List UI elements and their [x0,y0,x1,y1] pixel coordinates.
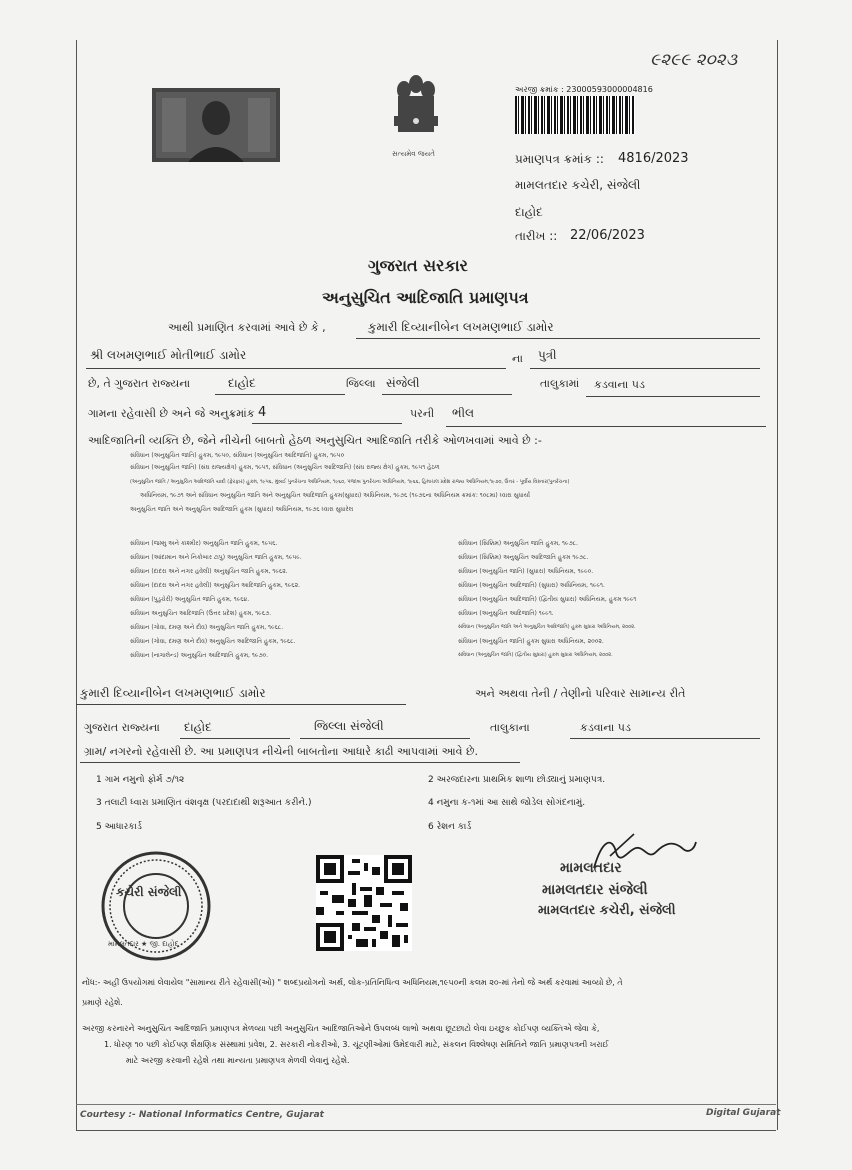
footer-courtesy: Courtesy :- National Informatics Centre, Gujarat [80,1110,324,1120]
document-item: 5 આધારકાર્ડ [96,822,142,832]
cert-date-label: તારીખ :: [515,229,558,243]
order-right: સંવિધાન (અનુસુચિત જાતિ) (દ્વિતીય સુધારા) હુકમ સુધારા અધિનિયમ, ૨૦૦૨. [458,652,613,658]
order-line: અધિનિયમ, ૧૯૭૧ અને સંવિધાન અનુસુચિત જાતિ અને અનુસુચિત આદિજાતિ હુકમ(સુધારા) અધિનિયમ, ૧૯૭૬ (૧૯૭૬ના અધિનિયમ ક્રમાંક: ૧૦૮મા) ધ્વારા સુધાર્યા [140,492,530,499]
na-label: ના [512,352,523,365]
order-left: સંવિધાન (જમ્મુ અને કાશ્મીર) અનુસુચિત જાતિ હુકમ, ૧૯૫૬. [130,540,278,547]
national-emblem-icon [384,70,448,150]
order-left: સંવિધાન (પુડુચેરી) અનુસુચિત જાતિ હુકમ, ૧૯૬૪. [130,596,250,603]
footer-brand: Digital Gujarat [706,1108,781,1118]
order-line: સંવિધાન (અનુસુચિત જાતિ) હુકમ, ૧૯૫૦, સંવિધાન (અનુસુચિત આદિજાતિ) હુકમ, ૧૯૫૦ [130,452,345,459]
order-left: સંવિધાન (ગોવા, દમણ અને દીવ) અનુસુચિત આદિજાતિ હુકમ, ૧૯૬૮. [130,638,296,645]
application-number: અરજી ક્રમાંક : 23000593000004816 [515,85,653,94]
order-right: સંવિધાન (અનુસુચિત આદિજાતિ) ૧૯૯૧. [458,610,554,617]
village-value: કડવાના પડ [594,378,645,391]
tribe-text: આદિજાતિની વ્યક્તિ છે, જેને નીચેની બાબતો હેઠળ અનુસુચિત આદિજાતિ તરીકે ઓળખવામાં આવે છે :- [88,434,542,447]
document-item: 3 તલાટી ધ્વારા પ્રમાણિત વંશવૃક્ષ (પરદાદાથી શરૂઆત કરીને.) [96,798,312,808]
district-label: જિલ્લા [346,377,376,390]
family-state-text: ગુજરાત રાજ્યના [84,721,160,734]
order-left: સંવિધાન (ગોવા, દમણ અને દીવ) અનુસુચિત જાતિ હુકમ, ૧૯૬૮. [130,624,284,631]
note-line: 1. ધોરણ ૧૦ પછી કોઈપણ શૈક્ષણિક સંસ્થામાં પ્રવેશ, 2. સરકારી નોકરીઓ, 3. ચૂંટણીઓમાં ઉમેદવારી માટે, સંકલન વિશ્લેષણ સમિતિને જાતિ પ્રમાણપત્રની ખરાઈ [104,1040,609,1049]
signatory-title-3: મામલતદાર કચેરી, સંજેલી [538,903,676,918]
signatory-title-1: મામલતદાર [560,860,622,876]
village-line [586,396,760,397]
family-taluka-text: જિલ્લા સંજેલી [314,719,384,733]
applicant-name: કુમારી દિવ્યાનીબેન લખમણભાઈ ડામોર [368,320,554,334]
footer-divider [76,1104,776,1105]
family-district-line [180,738,290,739]
issuing-office: મામલતદાર કચેરી, સંજેલી [515,178,641,192]
note-line: નોંધ:- અહીં ઉપયોગમાં લેવાયેલ "સામાન્ય રીતે રહેવાસી(ઓ) " શબ્દપ્રયોગનો અર્થ, લોક-પ્રતિનિધિત્વ અધિનિયમ,૧૯૫૦ની કલમ ૨૦-માં તેનો જે અર્થ કરવામાં આવ્યો છે, તે [82,978,623,987]
qr-code-icon [316,855,412,951]
family-resident-line [80,762,520,763]
order-left: સંવિધાન (દાદરા અને નગર હવેલી) અનુસુચિત આદિજાતિ હુકમ, ૧૯૬૨. [130,582,301,589]
order-left: સંવિધાન (નાગાલેન્ડ) અનુસુચિત આદિજાતિ હુકમ, ૧૯૭૦. [130,652,269,659]
sheet-bottom-border [76,1130,776,1131]
father-name: શ્રી લખમણભાઈ મોતીભાઈ ડામોર [90,348,247,362]
order-line: (અનુસુચિત જાતિ / અનુસુચિત આદિજાતિ યાદી (ફેરફાર) હુકમ, ૧૯૫૬, મુંબઈ પુનર્રચના અધિનિયમ, ૧૯૬૦, પંજાબ પુનર્રચના અધિનિયમ, ૧૯૬૬, હિમાચલ પ્રદેશ રાજ્ય અધિનિયમ,૧૯૭૦, ઉત્તર - પૂર્વીય વિસ્તાર(પુનર્રચના) [130,479,570,485]
state-text: છે, તે ગુજરાત રાજ્યના [88,377,191,390]
handwritten-reference: ૯૨૯૯ ૨૦૨૩ [650,50,738,70]
government-heading: ગુજરાત સરકાર [368,256,468,275]
order-left: સંવિધાન (દાદરા અને નગર હવેલી) અનુસુચિત જાતિ હુકમ, ૧૯૬૨. [130,568,288,575]
taluka-label: તાલુકામાં [540,377,580,390]
par-label: પરની [410,407,435,420]
serial-number: 4 [258,405,267,420]
document-item: 2 અરજદારના પ્રાથમિક શાળા છોડ્યાનું પ્રમાણપત્ર. [428,775,606,785]
father-name-line [86,368,506,369]
cert-number: 4816/2023 [618,151,689,166]
family-village-line [570,738,760,739]
relation: પુત્રી [538,348,557,362]
note-line: માટે અરજી કરવાની રહેશે તથા માન્યતા પ્રમાણપત્ર મેળવી લેવાનું રહેશે. [126,1056,350,1065]
family-taluka-line [300,738,470,739]
family-district: દાહોદ [184,720,212,734]
order-right: સંવિધાન (સિક્કિમ) અનુસુચિત આદિજાતિ હુકમ ૧૯૭૮. [458,554,589,561]
resident-text: ગામના રહેવાસી છે અને જે અનુક્રમાંક [88,407,255,420]
note-line: અરજી કરનારને અનુસુચિત આદિજાતિ પ્રમાણપત્ર મેળવ્યા પછી અનુસુચિત આદિજાતિઓને ઉપલબ્ધ લાભો અથવા છૂટછાટો લેવા ઇચ્છુક કોઈપણ વ્યક્તિએ જેવા કે, [82,1024,600,1033]
tribe-line [446,426,766,427]
certificate-title: અનુસુચિત આદિજાતિ પ્રમાણપત્ર [322,288,529,307]
serial-line [252,423,402,424]
document-item: 6 રેશન કાર્ડ [428,822,472,832]
note-line: પ્રમાણે રહેશે. [82,998,123,1007]
family-taluka-label: તાલુકાના [490,721,530,734]
relation-line [530,368,760,369]
signatory-title-2: મામલતદાર સંજેલી [542,882,648,898]
order-right: સંવિધાન (સિક્કિમ) અનુસુચિત જાતિ હુકમ, ૧૯૭૮. [458,540,578,547]
seal-center-text: કચેરી સંજેલી [116,885,182,899]
barcode-icon [515,96,635,134]
family-village: કડવાના પડ [580,721,631,734]
certify-text: આથી પ્રમાણિત કરવામાં આવે છે કે , [168,321,326,334]
order-line: સંવિધાન (અનુસુચિત જાતિ) (સંઘ રાજ્યક્ષેત્ર) હુકમ, ૧૯૫૧, સંવિધાન (અનુસુચિત આદિજાતિ) (સંઘ રાજ્ય ક્ષેત્ર) હુકમ, ૧૯૫૧ હેઠળ [130,464,440,471]
emblem-motto: સત્યમેવ જયતે [392,150,435,158]
district-line [215,394,345,395]
order-right: સંવિધાન (અનુસુચિત જાતિ) હુકમ સુધારા અધિનિયમ, ૨૦૦૨. [458,638,604,645]
issuing-district: દાહોદ [515,205,543,219]
seal-ring-text: મામલતદાર ★ જી. દાહોદ [108,940,179,948]
order-right: સંવિધાન (અનુસુચિત આદિજાતિ) (દ્વિતીય સુધારા) અધિનિયમ, હુકમ ૧૯૯૧ [458,596,637,603]
tribe-name: ભીલ [452,406,475,420]
document-item: 1 ગામ નમુનો ફોર્મ ૭/૧૨ [96,775,185,785]
district-value: દાહોદ [228,376,256,390]
applicant-photo [152,88,280,162]
applicant-name-line [356,338,760,339]
taluka-line [382,394,512,395]
family-text: અને અથવા તેની / તેણીનો પરિવાર સામાન્ય રીતે [475,687,686,700]
cert-date: 22/06/2023 [570,228,645,243]
cert-number-label: પ્રમાણપત્ર ક્રમાંક :: [515,152,604,166]
order-left: સંવિધાન (આંદામાન અને નિકોબાર ટાપુ) અનુસુચિત જાતિ હુકમ, ૧૯૫૯. [130,554,302,561]
order-line: અનુસુચિત જાતિ અને અનુસુચિત આદિજાતિ હુકમ (સુધારા) અધિનિયમ, ૧૯૭૬ ધ્વારા સુધારેલ [130,506,354,513]
taluka-value: સંજેલી [386,376,420,390]
family-name-line [76,704,406,705]
order-right: સંવિધાન (અનુસુચિત જાતિ અને અનુસુચિત આદિજાતિ) હુકમ સુધારા અધિનિયમ, ૨૦૦૨. [458,624,636,630]
order-right: સંવિધાન (અનુસુચિત જાતિ) (સુધારા) અધિનિયમ, ૧૯૯૦. [458,568,594,575]
family-name: કુમારી દિવ્યાનીબેન લખમણભાઈ ડામોર [80,686,266,700]
family-resident-text: ગ્રામ/ નગરનો રહેવાસી છે. આ પ્રમાણપત્ર નીચેની બાબતોના આધારે કાઢી આપવામાં આવે છે. [84,745,479,758]
order-left: સંવિધાન અનુસુચિત આદિજાતિ (ઉત્તર પ્રદેશ) હુકમ, ૧૯૬૭. [130,610,272,617]
order-right: સંવિધાન (અનુસુચિત આદિજાતિ) (સુધારા) અધિનિયમ, ૧૯૯૧. [458,582,605,589]
document-item: 4 નમુના ક-૧માં આ સાથે જોડેલ સોગંદનામું. [428,798,586,808]
